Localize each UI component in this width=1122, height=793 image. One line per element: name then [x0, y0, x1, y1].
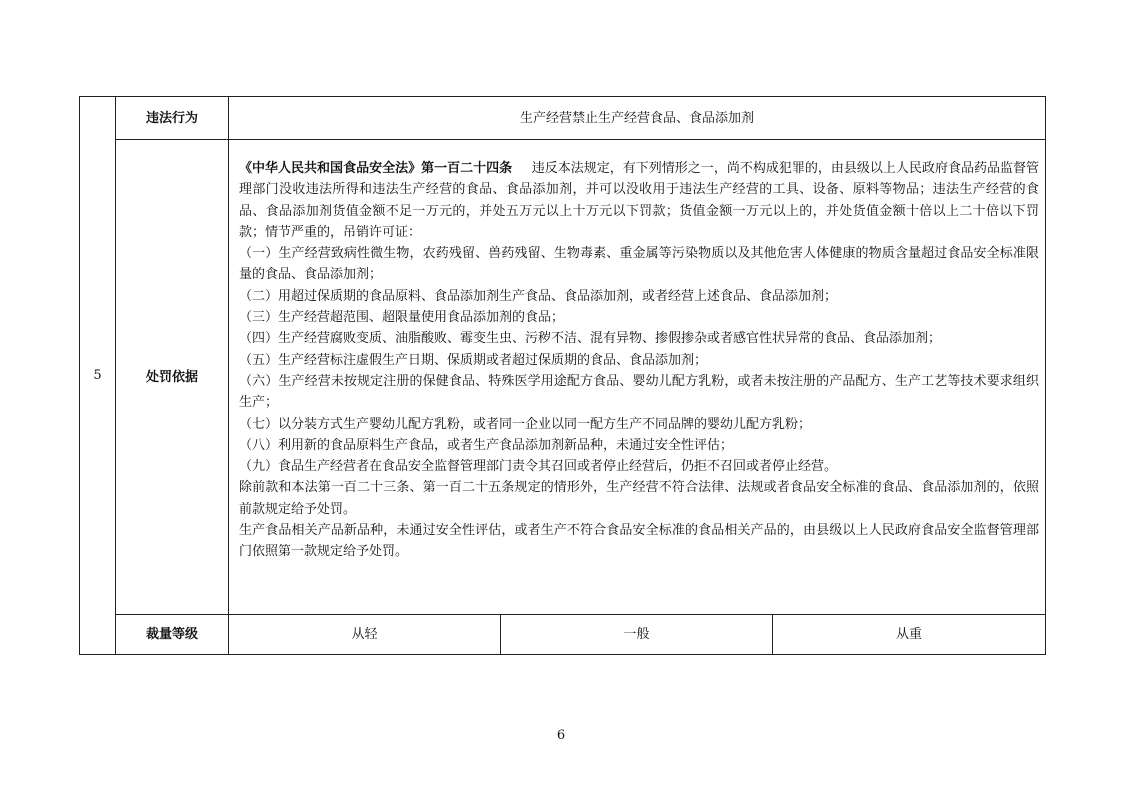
violation-value: 生产经营禁止生产经营食品、食品添加剂 — [229, 97, 1046, 140]
basis-item-5: （五）生产经营标注虚假生产日期、保质期或者超过保质期的食品、食品添加剂； — [239, 352, 708, 368]
basis-item-6: （六）生产经营未按规定注册的保健食品、特殊医学用途配方食品、婴幼儿配方乳粉，或者未按注册的产品配方、生产工艺等技术要求组织生产； — [239, 373, 1040, 411]
basis-item-2: （二）用超过保质期的食品原料、食品添加剂生产食品、食品添加剂，或者经营上述食品、食品添加剂； — [239, 288, 838, 304]
basis-item-8: （八）利用新的食品原料生产食品，或者生产食品添加剂新品种，未通过安全性评估； — [239, 437, 734, 453]
level-normal: 一般 — [501, 615, 773, 655]
violation-label: 违法行为 — [116, 97, 229, 140]
row-number: 5 — [80, 97, 116, 655]
basis-closing-1: 除前款和本法第一百二十三条、第一百二十五条规定的情形外，生产经营不符合法律、法规或者食品安全标准的食品、食品添加剂的，依照前款规定给予处罚。 — [239, 480, 1040, 517]
basis-item-4: （四）生产经营腐败变质、油脂酸败、霉变生虫、污秽不洁、混有异物、掺假掺杂或者感官性状异常的食品、食品添加剂； — [239, 331, 942, 347]
basis-item-3: （三）生产经营超范围、超限量使用食品添加剂的食品； — [239, 310, 565, 326]
basis-item-9: （九）食品生产经营者在食品安全监督管理部门责令其召回或者停止经营后，仍拒不召回或者停止经营。 — [239, 459, 838, 475]
basis-intro: 违反本法规定，有下列情形之一，尚不构成犯罪的，由县级以上人民政府食品药品监督管理部门没收违法所得和违法生产经营的食品、食品添加剂，并可以没收用于违法生产经营的工具、设备、原料等物品；违法生产经营的食品、食品添加剂货值金额不足一万元的，并处五万元以上十万元以下罚款；货值金额一万元以上的，并处货值金额十倍以上二十倍以下罚款；情节严重的，吊销许可证： — [239, 161, 1040, 240]
page-number: 6 — [556, 728, 566, 743]
penalty-table — [79, 96, 1046, 655]
levels-row — [80, 615, 1046, 655]
basis-content — [229, 140, 1046, 615]
level-light: 从轻 — [229, 615, 501, 655]
basis-item-7: （七）以分装方式生产婴幼儿配方乳粉，或者同一企业以同一配方生产不同品牌的婴幼儿配方乳粉； — [239, 416, 812, 432]
law-title: 《中华人民共和国食品安全法》第一百二十四条 — [239, 161, 513, 176]
basis-item-1: （一）生产经营致病性微生物，农药残留、兽药残留、生物毒素、重金属等污染物质以及其他危害人体健康的物质含量超过食品安全标准限量的食品、食品添加剂； — [239, 246, 1040, 283]
level-heavy: 从重 — [773, 615, 1046, 655]
basis-label: 处罚依据 — [116, 140, 229, 615]
levels-label: 裁量等级 — [116, 615, 229, 655]
basis-closing-2: 生产食品相关产品新品种，未通过安全性评估，或者生产不符合食品安全标准的食品相关产品的，由县级以上人民政府食品安全监督管理部门依照第一款规定给予处罚。 — [239, 523, 1040, 560]
basis-row — [80, 140, 1046, 615]
basis-intro-paragraph — [239, 158, 1039, 243]
violation-row — [80, 97, 1046, 140]
